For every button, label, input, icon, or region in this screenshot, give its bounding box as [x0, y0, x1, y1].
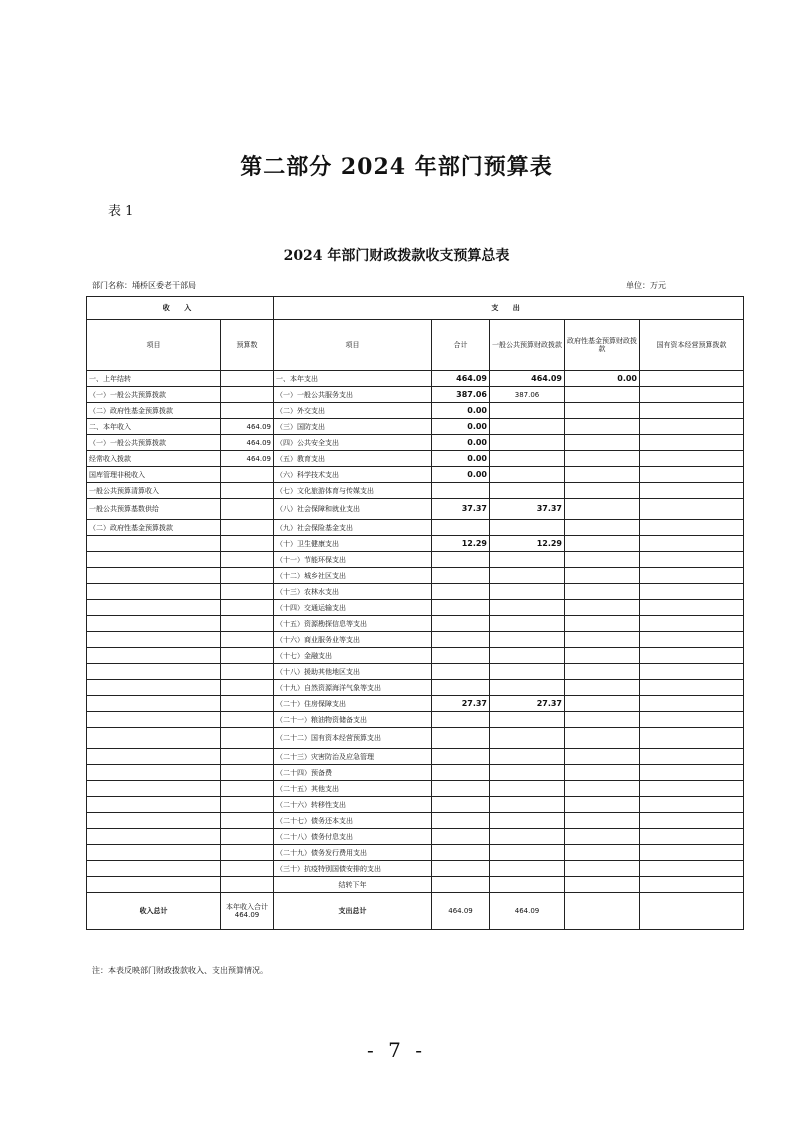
income-amount-cell	[221, 520, 274, 536]
general-cell	[490, 616, 565, 632]
table-number: 表 1	[108, 204, 134, 219]
state-cell	[640, 749, 744, 765]
income-item-cell	[87, 584, 221, 600]
expense-item-cell: （二十七）债务还本支出	[274, 813, 432, 829]
general-cell	[490, 712, 565, 728]
state-cell	[640, 765, 744, 781]
general-cell	[490, 861, 565, 877]
fund-cell	[565, 680, 640, 696]
total-cell	[432, 616, 490, 632]
state-cell	[640, 520, 744, 536]
income-amount-cell	[221, 371, 274, 387]
total-cell	[432, 568, 490, 584]
state-cell	[640, 536, 744, 552]
col-general: 一般公共预算财政拨款	[490, 320, 565, 371]
income-item-cell: （一）一般公共预算拨款	[87, 435, 221, 451]
total-cell	[432, 797, 490, 813]
income-item-cell: （一）一般公共预算拨款	[87, 387, 221, 403]
expense-item-cell: （十六）商业服务业等支出	[274, 632, 432, 648]
col-total: 合计	[432, 320, 490, 371]
income-amount-cell: 464.09	[221, 451, 274, 467]
state-cell	[640, 371, 744, 387]
header-row-1	[87, 297, 744, 320]
expense-item-cell: （二十）住房保障支出	[274, 696, 432, 712]
expense-item-cell: （二十六）转移性支出	[274, 797, 432, 813]
total-cell	[432, 728, 490, 749]
income-item-cell	[87, 680, 221, 696]
table-row	[87, 877, 744, 893]
income-item-cell	[87, 845, 221, 861]
expense-item-cell: （二十三）灾害防治及应急管理	[274, 749, 432, 765]
income-item-cell: 一般公共预算清算收入	[87, 483, 221, 499]
income-item-cell	[87, 765, 221, 781]
table-row	[87, 797, 744, 813]
general-cell	[490, 552, 565, 568]
table-row	[87, 499, 744, 520]
expense-item-cell: （三）国防支出	[274, 419, 432, 435]
expense-item-cell: （一）一般公共服务支出	[274, 387, 432, 403]
total-cell: 12.29	[432, 536, 490, 552]
total-cell	[432, 648, 490, 664]
income-amount-cell	[221, 632, 274, 648]
income-total-amount: 464.09	[234, 911, 260, 919]
total-cell	[432, 680, 490, 696]
fund-cell	[565, 520, 640, 536]
expense-item-cell: （二十四）预备费	[274, 765, 432, 781]
expense-item-cell: （十八）援助其他地区支出	[274, 664, 432, 680]
income-item-cell	[87, 877, 221, 893]
expense-item-cell: （二十二）国有资本经营预算支出	[274, 728, 432, 749]
fund-cell: 0.00	[565, 371, 640, 387]
state-cell	[640, 680, 744, 696]
table-row	[87, 680, 744, 696]
fund-cell	[565, 435, 640, 451]
total-cell: 0.00	[432, 451, 490, 467]
general-cell	[490, 728, 565, 749]
income-amount-cell	[221, 749, 274, 765]
income-total-label: 收入总计	[87, 893, 221, 930]
total-cell: 0.00	[432, 467, 490, 483]
state-cell	[640, 829, 744, 845]
income-amount-cell	[221, 403, 274, 419]
expense-item-cell: （九）社会保险基金支出	[274, 520, 432, 536]
fund-cell	[565, 696, 640, 712]
total-cell: 0.00	[432, 419, 490, 435]
income-item-cell	[87, 600, 221, 616]
income-item-cell	[87, 781, 221, 797]
expense-item-cell: （十五）资源勘探信息等支出	[274, 616, 432, 632]
state-cell	[640, 499, 744, 520]
table-row	[87, 616, 744, 632]
general-cell	[490, 632, 565, 648]
expense-item-cell: （二十九）债务发行费用支出	[274, 845, 432, 861]
income-amount-cell	[221, 664, 274, 680]
col-fund: 政府性基金预算财政拨款	[565, 320, 640, 371]
income-item-cell: 二、本年收入	[87, 419, 221, 435]
state-cell	[640, 648, 744, 664]
table-row	[87, 419, 744, 435]
state-cell	[640, 451, 744, 467]
general-cell: 27.37	[490, 696, 565, 712]
state-cell	[640, 845, 744, 861]
general-cell	[490, 600, 565, 616]
state-sum-cell	[640, 893, 744, 930]
expense-item-cell: （六）科学技术支出	[274, 467, 432, 483]
total-cell	[432, 483, 490, 499]
income-amount-cell: 464.09	[221, 435, 274, 451]
fund-cell	[565, 765, 640, 781]
total-cell	[432, 781, 490, 797]
fund-cell	[565, 829, 640, 845]
income-item-cell: 一、上年结转	[87, 371, 221, 387]
fund-sum-cell	[565, 893, 640, 930]
table-row	[87, 387, 744, 403]
fund-cell	[565, 403, 640, 419]
table-row	[87, 371, 744, 387]
fund-cell	[565, 664, 640, 680]
income-amount-cell	[221, 648, 274, 664]
table-row	[87, 632, 744, 648]
table-row	[87, 813, 744, 829]
general-cell	[490, 419, 565, 435]
income-item-cell	[87, 664, 221, 680]
expense-item-cell: （八）社会保障和就业支出	[274, 499, 432, 520]
total-cell	[432, 584, 490, 600]
state-cell	[640, 781, 744, 797]
state-cell	[640, 632, 744, 648]
general-cell	[490, 664, 565, 680]
table-row	[87, 845, 744, 861]
income-amount-cell	[221, 712, 274, 728]
general-cell	[490, 680, 565, 696]
fund-cell	[565, 499, 640, 520]
income-amount-cell	[221, 728, 274, 749]
total-cell	[432, 520, 490, 536]
fund-cell	[565, 616, 640, 632]
budget-table	[86, 296, 744, 930]
table-title: 2024 年部门财政拨款收支预算总表	[283, 248, 510, 264]
table-row	[87, 781, 744, 797]
state-cell	[640, 616, 744, 632]
table-note: 注：本表反映部门财政拨款收入、支出预算情况。	[92, 966, 268, 975]
col-expense-item: 项目	[274, 320, 432, 371]
state-cell	[640, 600, 744, 616]
general-cell	[490, 845, 565, 861]
state-cell	[640, 861, 744, 877]
table-row	[87, 664, 744, 680]
income-item-cell	[87, 552, 221, 568]
state-cell	[640, 797, 744, 813]
fund-cell	[565, 419, 640, 435]
state-cell	[640, 664, 744, 680]
page-number: - 7 -	[367, 1038, 426, 1062]
table-row	[87, 749, 744, 765]
expense-item-cell: （四）公共安全支出	[274, 435, 432, 451]
total-cell: 0.00	[432, 403, 490, 419]
fund-cell	[565, 648, 640, 664]
income-amount-cell	[221, 829, 274, 845]
fund-cell	[565, 813, 640, 829]
table-row	[87, 568, 744, 584]
table-row	[87, 696, 744, 712]
page-title: 第二部分 2024 年部门预算表	[240, 154, 553, 180]
state-cell	[640, 419, 744, 435]
expense-item-cell: （十）卫生健康支出	[274, 536, 432, 552]
table-row	[87, 483, 744, 499]
table-row	[87, 520, 744, 536]
expense-item-cell: （二十八）债务付息支出	[274, 829, 432, 845]
total-cell	[432, 600, 490, 616]
income-item-cell	[87, 797, 221, 813]
expense-item-cell: （十一）节能环保支出	[274, 552, 432, 568]
income-amount-cell	[221, 552, 274, 568]
state-cell	[640, 584, 744, 600]
total-cell	[432, 749, 490, 765]
table-row	[87, 536, 744, 552]
fund-cell	[565, 845, 640, 861]
general-cell	[490, 584, 565, 600]
income-amount-cell: 464.09	[221, 419, 274, 435]
income-amount-cell	[221, 797, 274, 813]
expense-item-cell: （二）外交支出	[274, 403, 432, 419]
income-amount-cell	[221, 781, 274, 797]
fund-cell	[565, 536, 640, 552]
state-cell	[640, 403, 744, 419]
expense-item-cell: （十四）交通运输支出	[274, 600, 432, 616]
general-cell	[490, 781, 565, 797]
income-item-cell	[87, 712, 221, 728]
department-name: 部门名称：埇桥区委老干部局	[92, 281, 196, 290]
income-amount-cell	[221, 813, 274, 829]
col-income-item: 项目	[87, 320, 221, 371]
fund-cell	[565, 467, 640, 483]
income-item-cell	[87, 696, 221, 712]
general-cell	[490, 568, 565, 584]
state-cell	[640, 552, 744, 568]
state-cell	[640, 435, 744, 451]
totals-row	[87, 893, 744, 930]
general-cell	[490, 451, 565, 467]
col-state: 国有资本经营预算拨款	[640, 320, 744, 371]
general-cell	[490, 467, 565, 483]
general-cell	[490, 435, 565, 451]
expense-item-cell: （十三）农林水支出	[274, 584, 432, 600]
total-cell	[432, 861, 490, 877]
general-cell: 387.06	[490, 387, 565, 403]
general-cell	[490, 877, 565, 893]
general-cell: 12.29	[490, 536, 565, 552]
total-cell: 387.06	[432, 387, 490, 403]
general-cell	[490, 483, 565, 499]
general-cell	[490, 749, 565, 765]
table-row	[87, 765, 744, 781]
fund-cell	[565, 797, 640, 813]
total-cell	[432, 664, 490, 680]
income-item-cell	[87, 648, 221, 664]
income-amount-cell	[221, 877, 274, 893]
table-row	[87, 648, 744, 664]
fund-cell	[565, 877, 640, 893]
general-cell	[490, 829, 565, 845]
expense-item-cell: （十七）金融支出	[274, 648, 432, 664]
expense-item-cell: 一、本年支出	[274, 371, 432, 387]
state-cell	[640, 483, 744, 499]
income-item-cell	[87, 813, 221, 829]
income-header: 收 入	[87, 297, 274, 320]
income-item-cell: 一般公共预算基数供给	[87, 499, 221, 520]
table-row	[87, 435, 744, 451]
fund-cell	[565, 781, 640, 797]
fund-cell	[565, 600, 640, 616]
expense-item-cell: （十九）自然资源海洋气象等支出	[274, 680, 432, 696]
expense-item-cell: 结转下年	[274, 877, 432, 893]
expense-total-label: 支出总计	[274, 893, 432, 930]
income-amount-cell	[221, 696, 274, 712]
table-row	[87, 403, 744, 419]
general-cell	[490, 797, 565, 813]
income-amount-cell	[221, 616, 274, 632]
income-amount-cell	[221, 499, 274, 520]
table-row	[87, 584, 744, 600]
expense-item-cell: （五）教育支出	[274, 451, 432, 467]
table-row	[87, 451, 744, 467]
state-cell	[640, 387, 744, 403]
fund-cell	[565, 728, 640, 749]
total-cell	[432, 712, 490, 728]
total-cell	[432, 765, 490, 781]
expense-item-cell: （十二）城乡社区支出	[274, 568, 432, 584]
fund-cell	[565, 568, 640, 584]
income-total-cell	[221, 893, 274, 930]
table-row	[87, 600, 744, 616]
income-item-cell: （二）政府性基金预算拨款	[87, 403, 221, 419]
table-row	[87, 467, 744, 483]
state-cell	[640, 467, 744, 483]
income-amount-cell	[221, 600, 274, 616]
fund-cell	[565, 861, 640, 877]
total-cell: 27.37	[432, 696, 490, 712]
total-cell	[432, 552, 490, 568]
income-amount-cell	[221, 861, 274, 877]
table-row	[87, 728, 744, 749]
table-row	[87, 552, 744, 568]
income-amount-cell	[221, 467, 274, 483]
fund-cell	[565, 483, 640, 499]
expense-item-cell: （二十一）粮油物资储备支出	[274, 712, 432, 728]
income-item-cell: （二）政府性基金预算拨款	[87, 520, 221, 536]
income-total-sublabel: 本年收入合计	[226, 903, 268, 911]
state-cell	[640, 712, 744, 728]
state-cell	[640, 568, 744, 584]
income-amount-cell	[221, 584, 274, 600]
total-sum-cell: 464.09	[432, 893, 490, 930]
expense-item-cell: （七）文化旅游体育与传媒支出	[274, 483, 432, 499]
general-cell	[490, 813, 565, 829]
general-cell	[490, 520, 565, 536]
table-row	[87, 829, 744, 845]
expense-item-cell: （三十）抗疫特别国债安排的支出	[274, 861, 432, 877]
total-cell	[432, 845, 490, 861]
state-cell	[640, 813, 744, 829]
income-amount-cell	[221, 765, 274, 781]
general-cell	[490, 648, 565, 664]
income-item-cell	[87, 616, 221, 632]
income-item-cell	[87, 749, 221, 765]
general-cell: 464.09	[490, 371, 565, 387]
income-item-cell	[87, 829, 221, 845]
income-item-cell	[87, 536, 221, 552]
total-cell: 464.09	[432, 371, 490, 387]
income-item-cell	[87, 632, 221, 648]
general-cell: 37.37	[490, 499, 565, 520]
income-amount-cell	[221, 536, 274, 552]
table-row	[87, 712, 744, 728]
state-cell	[640, 696, 744, 712]
table-row	[87, 861, 744, 877]
fund-cell	[565, 451, 640, 467]
income-amount-cell	[221, 845, 274, 861]
total-cell	[432, 813, 490, 829]
fund-cell	[565, 749, 640, 765]
fund-cell	[565, 552, 640, 568]
header-row-2	[87, 320, 744, 371]
general-cell	[490, 765, 565, 781]
total-cell	[432, 877, 490, 893]
income-item-cell	[87, 568, 221, 584]
fund-cell	[565, 632, 640, 648]
income-amount-cell	[221, 483, 274, 499]
total-cell	[432, 829, 490, 845]
fund-cell	[565, 584, 640, 600]
fund-cell	[565, 387, 640, 403]
expense-header: 支 出	[274, 297, 744, 320]
state-cell	[640, 877, 744, 893]
general-cell	[490, 403, 565, 419]
fund-cell	[565, 712, 640, 728]
income-amount-cell	[221, 568, 274, 584]
state-cell	[640, 728, 744, 749]
income-item-cell	[87, 861, 221, 877]
income-item-cell: 经常收入拨款	[87, 451, 221, 467]
unit-label: 单位：万元	[626, 281, 666, 290]
general-sum-cell: 464.09	[490, 893, 565, 930]
col-income-budget: 预算数	[221, 320, 274, 371]
income-item-cell: 国库管理非税收入	[87, 467, 221, 483]
income-amount-cell	[221, 387, 274, 403]
total-cell: 0.00	[432, 435, 490, 451]
expense-item-cell: （二十五）其他支出	[274, 781, 432, 797]
income-item-cell	[87, 728, 221, 749]
total-cell	[432, 632, 490, 648]
income-amount-cell	[221, 680, 274, 696]
total-cell: 37.37	[432, 499, 490, 520]
